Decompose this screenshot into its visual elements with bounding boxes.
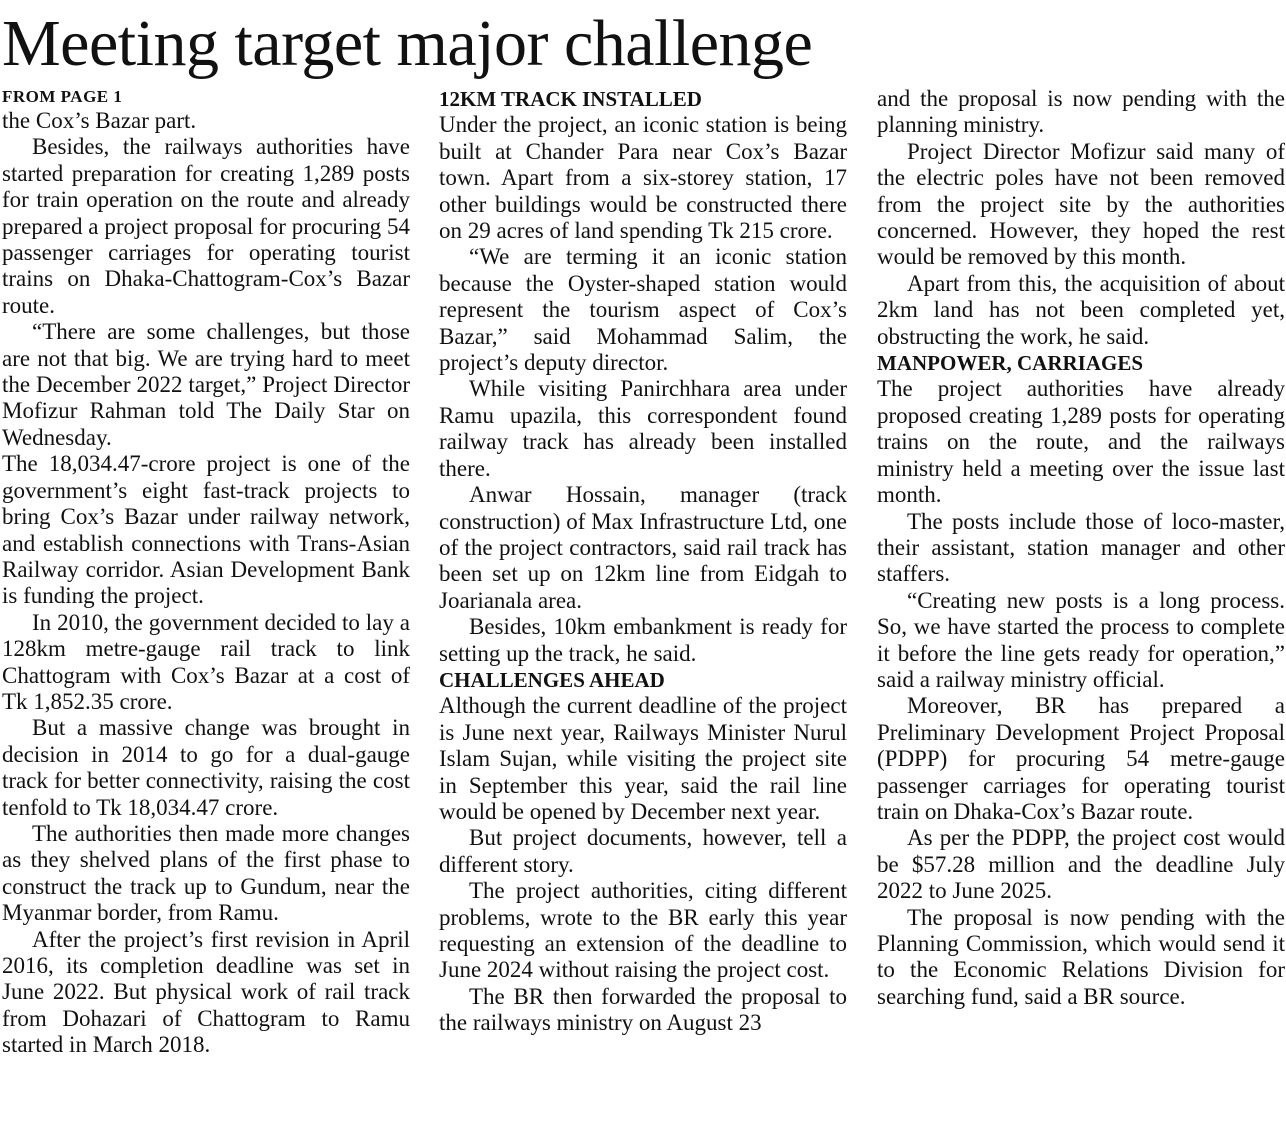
paragraph: But project documents, however, tell a different story.: [439, 825, 847, 877]
column-1: [2, 86, 410, 1059]
paragraph: “We are terming it an iconic station because the Oyster-shaped station would represent the tourism aspect of Cox’s Bazar,” said Mohammad Salim, the project’s deputy director.: [439, 244, 847, 376]
paragraph: As per the PDPP, the project cost would be $57.28 million and the deadline July 2022 to June 2025.: [877, 825, 1285, 904]
subhead-track-installed: 12KM TRACK INSTALLED: [439, 87, 702, 111]
paragraph: The project authorities, citing different problems, wrote to the BR early this year requesting an extension of the deadline to June 2024 without raising the project cost.: [439, 878, 847, 983]
paragraph: The proposal is now pending with the Planning Commission, which would send it to the Economic Relations Division for searching fund, said a BR source.: [877, 904, 1285, 1009]
paragraph: The authorities then made more changes as they shelved plans of the first phase to construct the track up to Gundum, near the Myanmar border, from Ramu.: [2, 820, 410, 926]
paragraph: Moreover, BR has prepared a Preliminary Development Project Proposal (PDPP) for procuring 54 metre-gauge passenger carriages for operating tourist train on Dhaka-Cox’s Bazar route.: [877, 693, 1285, 824]
column-3: [877, 86, 1285, 1010]
paragraph: After the project’s first revision in April 2016, its completion deadline was set in June 2022. But physical work of rail track from Dohazari of Chattogram to Ramu started in March 2018.: [2, 926, 410, 1058]
paragraph: “There are some challenges, but those are not that big. We are trying hard to meet the December 2022 target,” Project Director Mofizur Rahman told The Daily Star on Wednesday.: [2, 319, 410, 450]
paragraph: Under the project, an iconic station is being built at Chander Para near Cox’s Bazar town. Apart from a six-storey station, 17 other buildings would be constructed there on 29 acres of land spending Tk 215 crore.: [439, 112, 847, 244]
paragraph: and the proposal is now pending with the planning ministry.: [877, 86, 1285, 138]
paragraph: But a massive change was brought in decision in 2014 to go for a dual-gauge track for better connectivity, raising the cost tenfold to Tk 18,034.47 crore.: [2, 715, 410, 820]
paragraph: The BR then forwarded the proposal to the railways ministry on August 23: [439, 983, 847, 1036]
jump-line: FROM PAGE 1: [2, 87, 123, 106]
column-2: [439, 86, 847, 1037]
headline: Meeting target major challenge: [2, 7, 813, 80]
paragraph: the Cox’s Bazar part.: [2, 108, 197, 133]
paragraph: The posts include those of loco-master, their assistant, station manager and other staffers.: [877, 508, 1285, 587]
paragraph: Project Director Mofizur said many of the electric poles have not been removed from the project site by the authorities concerned. However, they hoped the rest would be removed by this month.: [877, 138, 1285, 270]
paragraph: “Creating new posts is a long process. So, we have started the process to complete it before the line gets ready for operation,” said a railway ministry official.: [877, 587, 1285, 692]
paragraph: Although the current deadline of the project is June next year, Railways Minister Nurul Islam Sujan, while visiting the project site in September this year, said the rail line would be opened by December next year.: [439, 693, 847, 824]
paragraph: The project authorities have already proposed creating 1,289 posts for operating trains on the route, and the railways ministry held a meeting over the issue last month.: [877, 376, 1285, 508]
paragraph: The 18,034.47-crore project is one of the government’s eight fast-track projects to bring Cox’s Bazar under railway network, and establish connections with Trans-Asian Railway corridor. Asian Development Bank is funding the project.: [2, 451, 410, 609]
paragraph: Besides, the railways authorities have started preparation for creating 1,289 posts for train operation on the route and already prepared a project proposal for procuring 54 passenger carriages for operating tourist trains on Dhaka-Chattogram-Cox’s Bazar route.: [2, 134, 410, 318]
subhead-challenges-ahead: CHALLENGES AHEAD: [439, 667, 665, 692]
subhead-manpower-carriages: MANPOWER, CARRIAGES: [877, 351, 1144, 376]
paragraph: Anwar Hossain, manager (track construction) of Max Infrastructure Ltd, one of the project contractors, said rail track has been set up on 12km line from Eidgah to Joarianala area.: [439, 482, 847, 613]
paragraph: While visiting Panirchhara area under Ramu upazila, this correspondent found railway track has already been installed there.: [439, 376, 847, 481]
paragraph: In 2010, the government decided to lay a 128km metre-gauge rail track to link Chattogram with Cox’s Bazar at a cost of Tk 1,852.35 crore.: [2, 609, 410, 714]
paragraph: Apart from this, the acquisition of about 2km land has not been completed yet, obstructing the work, he said.: [877, 270, 1285, 349]
paragraph: Besides, 10km embankment is ready for setting up the track, he said.: [439, 614, 847, 666]
